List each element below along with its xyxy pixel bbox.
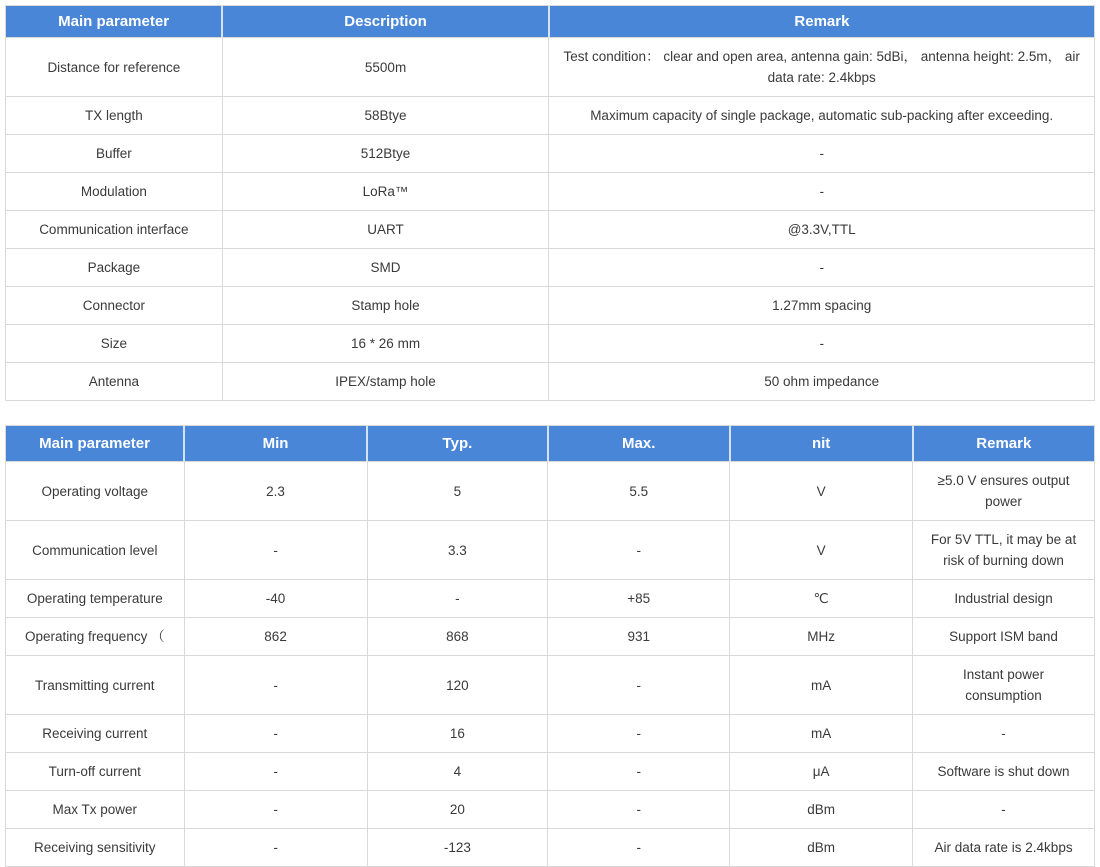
table-cell: - — [913, 791, 1095, 829]
table-cell: dBm — [730, 829, 913, 867]
table-cell: Operating voltage — [6, 462, 185, 521]
table-cell: - — [549, 135, 1095, 173]
table-cell: - — [549, 173, 1095, 211]
table-cell: Communication level — [6, 521, 185, 580]
table-cell: 16 * 26 mm — [222, 325, 549, 363]
table-cell: - — [367, 580, 548, 618]
table-row — [6, 715, 1095, 753]
column-header: Typ. — [367, 426, 548, 462]
table-cell: 3.3 — [367, 521, 548, 580]
table-cell: 50 ohm impedance — [549, 363, 1095, 401]
table-cell: ℃ — [730, 580, 913, 618]
table-cell: - — [913, 715, 1095, 753]
table-cell: - — [548, 791, 730, 829]
table-cell: 931 — [548, 618, 730, 656]
table-cell: Software is shut down — [913, 753, 1095, 791]
table-row — [6, 249, 1095, 287]
table-cell: μA — [730, 753, 913, 791]
table-cell: ≥5.0 V ensures output power — [913, 462, 1095, 521]
column-header: Min — [184, 426, 367, 462]
table-cell: Buffer — [6, 135, 223, 173]
table-cell: -123 — [367, 829, 548, 867]
column-header: Main parameter — [6, 426, 185, 462]
header-row — [6, 6, 1095, 38]
table-cell: 5500m — [222, 38, 549, 97]
table-row — [6, 580, 1095, 618]
table-cell: @3.3V,TTL — [549, 211, 1095, 249]
table-row — [6, 287, 1095, 325]
table-gap — [5, 401, 1095, 425]
table-cell: Distance for reference — [6, 38, 223, 97]
table-cell: Transmitting current — [6, 656, 185, 715]
table-cell: 16 — [367, 715, 548, 753]
table-cell: - — [184, 791, 367, 829]
table-row — [6, 38, 1095, 97]
table-cell: Receiving current — [6, 715, 185, 753]
table-cell: mA — [730, 656, 913, 715]
table-cell: Air data rate is 2.4kbps — [913, 829, 1095, 867]
table-cell: 58Btye — [222, 97, 549, 135]
table-row — [6, 97, 1095, 135]
table-cell: dBm — [730, 791, 913, 829]
table-cell: 868 — [367, 618, 548, 656]
table-cell: 512Btye — [222, 135, 549, 173]
header-row — [6, 426, 1095, 462]
table-row — [6, 521, 1095, 580]
table-row — [6, 135, 1095, 173]
column-header: Max. — [548, 426, 730, 462]
table-row — [6, 462, 1095, 521]
table-cell: - — [184, 829, 367, 867]
table-cell: For 5V TTL, it may be at risk of burning down — [913, 521, 1095, 580]
table-cell: Stamp hole — [222, 287, 549, 325]
table-cell: 5.5 — [548, 462, 730, 521]
table-cell: mA — [730, 715, 913, 753]
column-header: Main parameter — [6, 6, 223, 38]
table-cell: - — [549, 325, 1095, 363]
table-cell: Maximum capacity of single package, automatic sub-packing after exceeding. — [549, 97, 1095, 135]
table-cell: Operating frequency （ — [6, 618, 185, 656]
table-row — [6, 325, 1095, 363]
table-cell: - — [548, 656, 730, 715]
column-header: Remark — [913, 426, 1095, 462]
table-row — [6, 211, 1095, 249]
table-cell: LoRa™ — [222, 173, 549, 211]
table-cell: V — [730, 521, 913, 580]
table-cell: Communication interface — [6, 211, 223, 249]
table-cell: TX length — [6, 97, 223, 135]
table-cell: IPEX/stamp hole — [222, 363, 549, 401]
table-cell: Industrial design — [913, 580, 1095, 618]
column-header: Remark — [549, 6, 1095, 38]
table-cell: -40 — [184, 580, 367, 618]
table-row — [6, 791, 1095, 829]
table-row — [6, 618, 1095, 656]
table-cell: - — [184, 715, 367, 753]
table-cell: Size — [6, 325, 223, 363]
table-cell: - — [548, 753, 730, 791]
table-cell: Max Tx power — [6, 791, 185, 829]
table-cell: - — [184, 656, 367, 715]
table-cell: 120 — [367, 656, 548, 715]
table-cell: Receiving sensitivity — [6, 829, 185, 867]
table-cell: SMD — [222, 249, 549, 287]
table-cell: Package — [6, 249, 223, 287]
table-cell: Test condition： clear and open area, antenna gain: 5dBi， antenna height: 2.5m， air data rate: 2.4kbps — [549, 38, 1095, 97]
table-cell: Antenna — [6, 363, 223, 401]
table-cell: - — [548, 829, 730, 867]
electrical-parameters-table — [5, 425, 1095, 867]
table-row — [6, 753, 1095, 791]
table-cell: - — [184, 521, 367, 580]
table-row — [6, 173, 1095, 211]
table-cell: 2.3 — [184, 462, 367, 521]
table-row — [6, 829, 1095, 867]
general-parameters-table — [5, 5, 1095, 401]
column-header: Description — [222, 6, 549, 38]
table-cell: Connector — [6, 287, 223, 325]
table-cell: Modulation — [6, 173, 223, 211]
table-cell: - — [184, 753, 367, 791]
table-cell: Turn-off current — [6, 753, 185, 791]
table-cell: Support ISM band — [913, 618, 1095, 656]
table-cell: 1.27mm spacing — [549, 287, 1095, 325]
table-cell: Instant power consumption — [913, 656, 1095, 715]
table-cell: +85 — [548, 580, 730, 618]
table-row — [6, 363, 1095, 401]
table-cell: 862 — [184, 618, 367, 656]
table-cell: MHz — [730, 618, 913, 656]
table-cell: UART — [222, 211, 549, 249]
table-cell: 4 — [367, 753, 548, 791]
table-cell: Operating temperature — [6, 580, 185, 618]
table-cell: - — [548, 521, 730, 580]
table-cell: V — [730, 462, 913, 521]
table-cell: - — [548, 715, 730, 753]
table-row — [6, 656, 1095, 715]
table-cell: 5 — [367, 462, 548, 521]
table-cell: - — [549, 249, 1095, 287]
table-cell: 20 — [367, 791, 548, 829]
column-header: nit — [730, 426, 913, 462]
